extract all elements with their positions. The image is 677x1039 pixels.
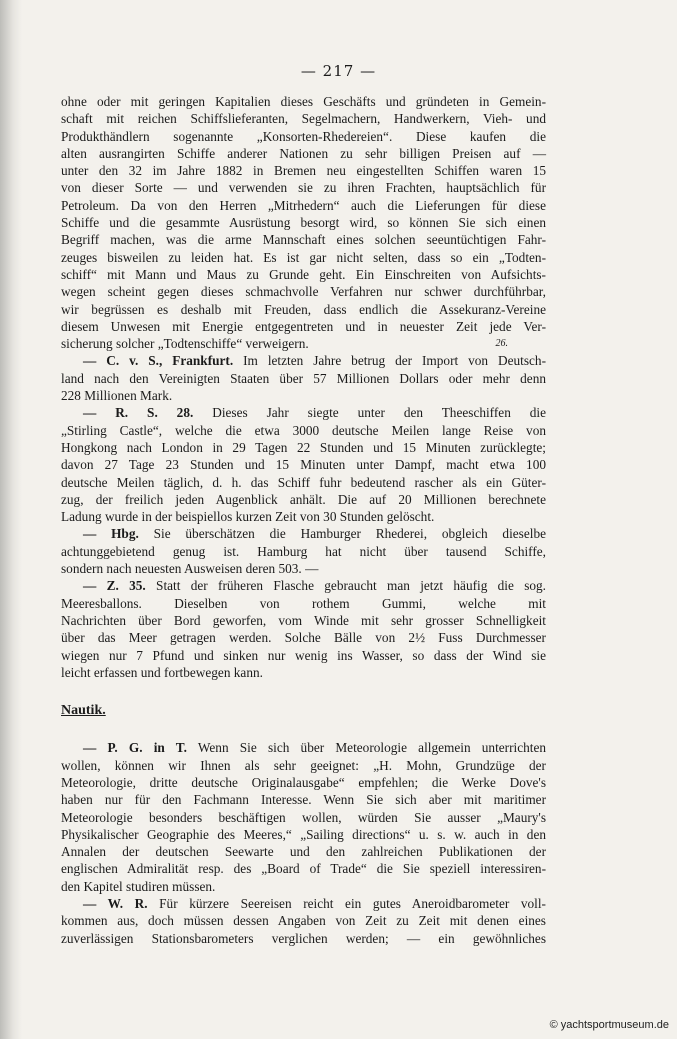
text-line xyxy=(61,930,546,947)
text-line xyxy=(61,335,546,352)
line-text: diesem Unwesen mit Energie entgegentreten und in neuester Zeit jede Ver- xyxy=(61,318,546,334)
line-text: land nach den Vereinigten Staaten über 57 Millionen Dollars oder mehr denn xyxy=(61,370,546,386)
line-text: Ladung wurde in der beispiellos kurzen Zeit von 30 Stunden gelöscht. xyxy=(61,509,435,525)
line-text: wegen scheint gegen dieses schmachvolle Verfahren nur schwer durchführbar, xyxy=(61,284,546,300)
line-text: schiff“ mit Mann und Maus zu Grunde geht. Ein Einschreiten von Aufsichts- xyxy=(61,266,546,282)
paragraph-lead: — W. R. xyxy=(83,896,148,912)
line-text: den Kapitel studiren müssen. xyxy=(61,878,216,894)
line-text: Meteorologie besonders beschäftigen wollen, würden Sie ausser „Maury's xyxy=(61,809,546,825)
paragraph-lead: — R. S. 28. xyxy=(83,405,194,421)
line-text: sondern nach neuesten Ausweisen deren 503. — xyxy=(61,561,319,577)
text-line xyxy=(61,370,546,387)
line-text: Statt der früheren Flasche gebraucht man jetzt häufig die sog. xyxy=(156,578,547,594)
line-text: über das Meer getragen werden. Solche Bälle von 2½ Fuss Durchmesser xyxy=(61,630,546,646)
text-line xyxy=(61,647,546,664)
text-line xyxy=(61,878,546,895)
text-line xyxy=(61,577,546,594)
line-text: wiegen nur 7 Pfund und sinken nur wenig ins Wasser, so dass der Wind sie xyxy=(61,647,546,663)
line-text: zeuges bisweilen zu leiden hat. Es ist gar nicht selten, dass so ein „Todten- xyxy=(61,249,546,265)
line-text: ohne oder mit geringen Kapitalien dieses Geschäfts und gründeten in Gemein- xyxy=(61,94,546,109)
paragraph xyxy=(61,404,546,525)
line-text: wollen, können wir Ihnen als sehr geeignet: „H. Mohn, Grundzüge der xyxy=(61,757,546,773)
text-line xyxy=(61,826,546,843)
line-text: alten ausrangirten Schiffe anderer Nationen zu sehr billigen Preisen auf — xyxy=(61,145,546,161)
line-text: Begriff machen, was die arme Mannschaft eines solchen seeuntüchtigen Fahr- xyxy=(61,232,546,248)
line-text: Meteorologie, dritte deutsche Originalausgabe“ empfehlen; die Werke Dove's xyxy=(61,774,546,790)
text-line xyxy=(61,895,546,912)
line-text: schaft mit reichen Schiffslieferanten, Segelmachern, Handwerkern, Vieh- und xyxy=(61,111,546,127)
line-text: Schiffe und die gesammte Ausrüstung besorgt wird, so können Sie sich einen xyxy=(61,215,546,231)
text-line xyxy=(61,757,546,774)
line-text: Hongkong nach London in 29 Tagen 22 Stunden und 15 Minuten zurücklegte; xyxy=(61,439,546,455)
line-text: Dieses Jahr siegte unter den Theeschiffen die xyxy=(212,405,547,421)
text-line xyxy=(61,128,546,145)
line-text: achtunggebietend genug ist. Hamburg hat nicht über tausend Schiffe, xyxy=(61,543,546,559)
text-line xyxy=(61,791,546,808)
text-line xyxy=(61,404,546,421)
text-line xyxy=(61,843,546,860)
text-line xyxy=(61,456,546,473)
line-text: wir begrüssen es deshalb mit Freuden, dass endlich die Assekuranz-Vereine xyxy=(61,301,546,317)
text-line xyxy=(61,318,546,335)
text-line xyxy=(61,93,546,110)
line-text: von dieser Sorte — und verwenden sie zu ihren Frachten, hauptsächlich für xyxy=(61,180,546,196)
text-line xyxy=(61,214,546,231)
text-line xyxy=(61,912,546,929)
text-line xyxy=(61,387,546,404)
watermark: © yachtsportmuseum.de xyxy=(549,1019,669,1031)
text-line xyxy=(61,860,546,877)
line-text: Wenn Sie sich über Meteorologie allgemein unterrichten xyxy=(197,740,547,756)
line-text: Annalen der deutschen Seewarte und den zahlreichen Publikationen der xyxy=(61,844,546,860)
text-line xyxy=(61,508,546,525)
text-line xyxy=(61,629,546,646)
text-line xyxy=(61,439,546,456)
text-line xyxy=(61,664,546,681)
text-line xyxy=(61,543,546,560)
text-line xyxy=(61,249,546,266)
line-text: kommen aus, doch müssen dessen Angaben von Zeit zu Zeit mit denen eines xyxy=(61,913,546,929)
text-line xyxy=(61,179,546,196)
line-text: sicherung solcher „Todtenschiffe“ verweigern. xyxy=(61,336,309,352)
line-text: deutsche Meilen täglich, d. h. das Schiff fuhr bedeutend rascher als ein Güter- xyxy=(61,474,546,490)
text-line xyxy=(61,560,546,577)
text-line xyxy=(61,283,546,300)
text-line xyxy=(61,474,546,491)
line-text: haben nur für den Fachmann Interesse. Wenn Sie sich aber mit maritimer xyxy=(61,792,546,808)
body-text xyxy=(61,93,546,947)
paragraph xyxy=(61,739,546,895)
text-line xyxy=(61,595,546,612)
line-text: Für kürzere Seereisen reicht ein gutes Aneroidbarometer voll- xyxy=(159,896,546,912)
line-text: Im letzten Jahre betrug der Import von Deutsch- xyxy=(243,353,546,369)
line-text: zuverlässigen Stationsbarometers verglichen werden; — ein gewöhnliches xyxy=(61,930,546,946)
text-line xyxy=(61,145,546,162)
line-text: Nachrichten über Bord geworfen, vom Winde mit sehr grosser Schnelligkeit xyxy=(61,612,546,628)
paragraph xyxy=(61,525,546,577)
text-line xyxy=(61,231,546,248)
section-title: Nautik. xyxy=(61,703,106,719)
line-text: 228 Millionen Mark. xyxy=(61,388,173,404)
line-text: Produkthändlern sogenannte „Konsorten-Rhedereien“. Diese kaufen die xyxy=(61,128,546,144)
line-text: „Stirling Castle“, welche die etwa 3000 deutsche Meilen lange Reise von xyxy=(61,422,546,438)
text-line xyxy=(61,525,546,542)
text-line xyxy=(61,739,546,756)
line-text: Meeresballons. Dieselben von rothem Gummi, welche mit xyxy=(61,595,546,611)
text-line xyxy=(61,809,546,826)
paragraph xyxy=(61,895,546,947)
text-line xyxy=(61,110,546,127)
text-line xyxy=(61,352,546,369)
line-text: Physikalischer Geographie des Meeres,“ „Sailing directions“ u. s. w. auch in den xyxy=(61,826,546,842)
paragraph-lead: — C. v. S., Frankfurt. xyxy=(83,353,234,369)
paragraph xyxy=(61,93,546,352)
line-text: zug, der freilich jeden Augenblick anhält. Die auf 20 Millionen berechnete xyxy=(61,491,546,507)
page-number: — 217 — xyxy=(300,62,377,80)
line-text: englischen Admiralität resp. des „Board of Trade“ die Sie speziell interessiren- xyxy=(61,861,546,877)
text-line xyxy=(61,422,546,439)
text-line xyxy=(61,774,546,791)
text-line xyxy=(61,301,546,318)
paragraph-lead: — Z. 35. xyxy=(83,578,146,594)
paragraph xyxy=(61,352,546,404)
paragraph-lead: — Hbg. xyxy=(83,526,139,542)
line-text: unter den 32 im Jahre 1882 in Bremen neu eingestellten Schiffen waren 15 xyxy=(61,163,546,179)
line-text: leicht erfassen und fortbewegen kann. xyxy=(61,664,263,680)
line-text: Petroleum. Da von den Herren „Mitrhedern“ auch die Lieferungen für diese xyxy=(61,197,546,213)
text-line xyxy=(61,266,546,283)
paragraph-lead: — P. G. in T. xyxy=(83,740,187,756)
text-line xyxy=(61,491,546,508)
text-line xyxy=(61,162,546,179)
text-line xyxy=(61,612,546,629)
signature-number: 26. xyxy=(495,338,508,350)
text-line xyxy=(61,197,546,214)
line-text: Sie überschätzen die Hamburger Rhederei, obgleich dieselbe xyxy=(153,526,546,542)
line-text: davon 27 Tage 23 Stunden und 15 Minuten unter Dampf, macht etwa 100 xyxy=(61,457,546,473)
paragraph xyxy=(61,577,546,681)
